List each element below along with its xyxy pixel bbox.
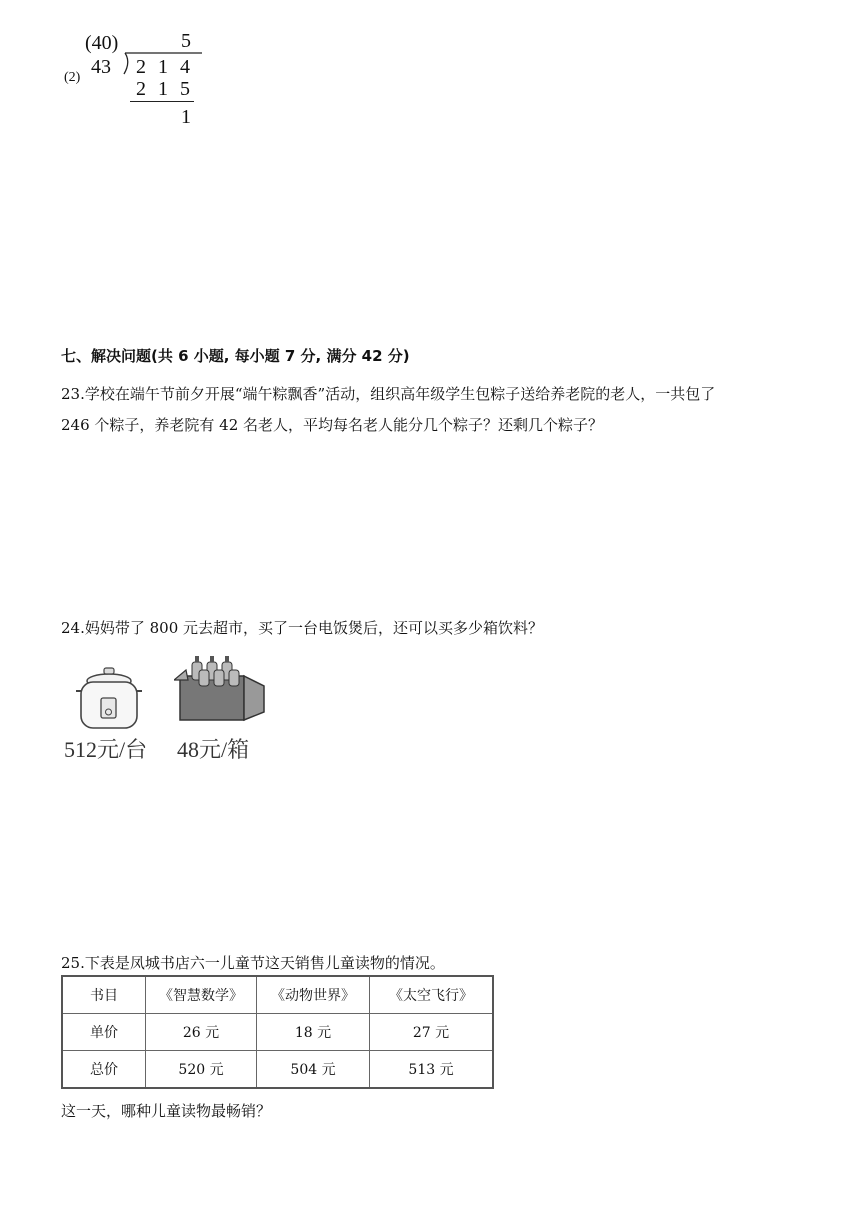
product-digit: 5 xyxy=(180,78,190,100)
dividend-digit: 1 xyxy=(158,56,168,78)
table-header-row xyxy=(62,976,493,1014)
q25-intro: 25.下表是凤城书店六一儿童节这天销售儿童读物的情况。 xyxy=(61,954,445,972)
rice-cooker-price: 512元/台 xyxy=(64,737,148,762)
table-header-cell: 《动物世界》 xyxy=(257,976,370,1014)
product-digit: 1 xyxy=(158,78,168,100)
q25-question: 这一天，哪种儿童读物最畅销？ xyxy=(61,1102,272,1120)
section-title: 七、解决问题(共 6 小题, 每小题 7 分, 满分 42 分) xyxy=(61,347,410,365)
table-cell: 总价 xyxy=(62,1051,146,1089)
drinks-box-image xyxy=(174,650,270,722)
table-row xyxy=(62,1014,493,1051)
divisor: 43 xyxy=(91,56,111,78)
table-cell: 520 元 xyxy=(146,1051,257,1089)
rice-cooker-image xyxy=(72,665,146,735)
q24-text: 24.妈妈带了 800 元去超市，买了一台电饭煲后，还可以买多少箱饮料？ xyxy=(61,619,544,637)
q23-line2: 246 个粽子，养老院有 42 名老人，平均每名老人能分几个粽子？还剩几个粽子？ xyxy=(61,416,604,434)
product-digit: 2 xyxy=(136,78,146,100)
trial-divisor: (40) xyxy=(85,32,119,54)
table-cell: 18 元 xyxy=(257,1014,370,1051)
table-cell: 504 元 xyxy=(257,1051,370,1089)
part-label: (2) xyxy=(64,70,81,85)
table-cell: 单价 xyxy=(62,1014,146,1051)
q23-line1: 23.学校在端午节前夕开展“端午粽飘香”活动，组织高年级学生包粽子送给养老院的老人，一共包了 xyxy=(61,385,716,403)
table-header-cell: 《智慧数学》 xyxy=(146,976,257,1014)
table-cell: 26 元 xyxy=(146,1014,257,1051)
dividend-digit: 2 xyxy=(136,56,146,78)
quotient: 5 xyxy=(181,30,191,52)
subtraction-line xyxy=(130,101,194,102)
drinks-price: 48元/箱 xyxy=(177,737,250,762)
table-row xyxy=(62,1051,493,1089)
table-header-cell: 书目 xyxy=(62,976,146,1014)
dividend-digit: 4 xyxy=(180,56,190,78)
sales-table xyxy=(61,975,494,1089)
table-cell: 27 元 xyxy=(370,1014,494,1051)
table-cell: 513 元 xyxy=(370,1051,494,1089)
remainder: 1 xyxy=(181,106,191,128)
table-header-cell: 《太空飞行》 xyxy=(370,976,494,1014)
